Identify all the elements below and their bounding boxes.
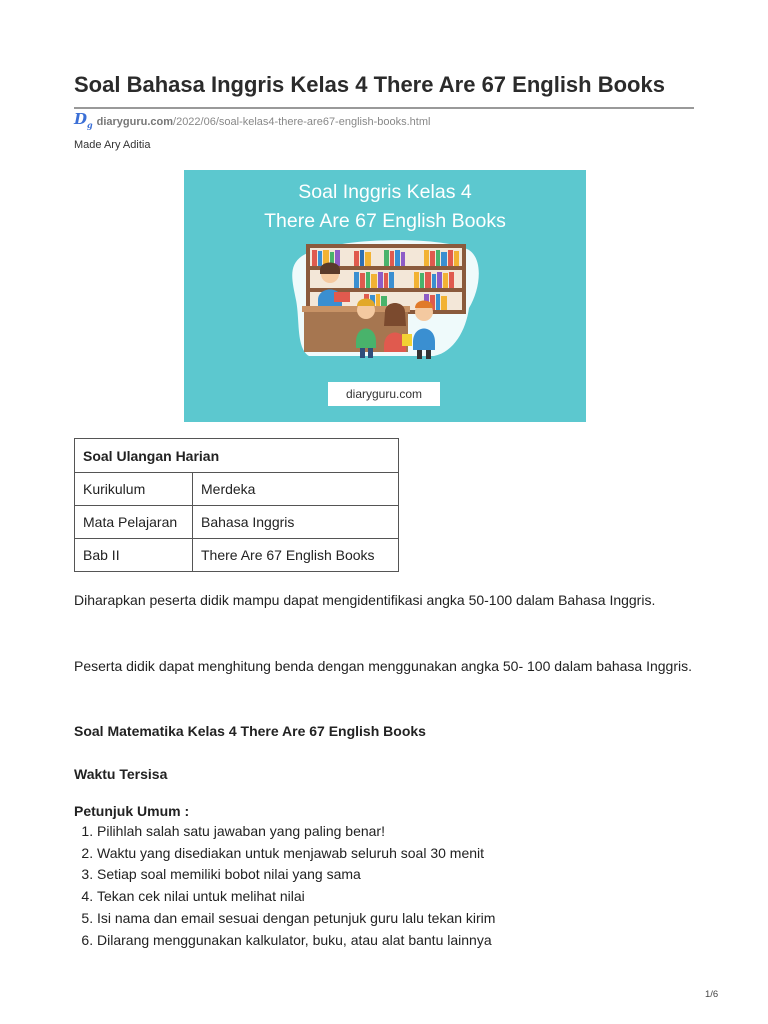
table-header: Soal Ulangan Harian	[75, 439, 399, 473]
table-row	[75, 473, 399, 506]
table-row	[75, 506, 399, 539]
instructions-list	[74, 821, 495, 951]
hero-title-line-1: Soal Inggris Kelas 4	[298, 181, 472, 203]
list-item: 2. Waktu yang disediakan untuk menjawab seluruh soal 30 menit	[97, 843, 495, 865]
table-cell-key: Bab II	[75, 539, 193, 572]
source-path: /2022/06/soal-kelas4-there-are67-english-books.html	[173, 116, 431, 128]
objective-paragraph-2: Peserta didik dapat menghitung benda dengan menggunakan angka 50- 100 dalam bahasa Inggris.	[74, 658, 693, 674]
list-item: 6. Dilarang menggunakan kalkulator, buku, atau alat bantu lainnya	[97, 930, 495, 952]
table-cell-key: Kurikulum	[75, 473, 193, 506]
table-header-row	[75, 439, 399, 473]
hero-badge: diaryguru.com	[328, 382, 440, 406]
page-title: Soal Bahasa Inggris Kelas 4 There Are 67 English Books	[74, 72, 665, 97]
source-link[interactable]	[97, 116, 431, 128]
page-number: 1/6	[705, 989, 719, 1000]
hero-image	[184, 170, 586, 422]
section-heading-instructions: Petunjuk Umum :	[74, 803, 190, 819]
list-item: 4. Tekan cek nilai untuk melihat nilai	[97, 886, 495, 908]
list-item: 1. Pilihlah salah satu jawaban yang paling benar!	[97, 821, 495, 843]
hero-title	[184, 178, 586, 236]
title-divider	[74, 107, 694, 109]
section-heading-quiz: Soal Matematika Kelas 4 There Are 67 English Books	[74, 723, 426, 739]
list-item: 5. Isi nama dan email sesuai dengan petunjuk guru lalu tekan kirim	[97, 908, 495, 930]
author-name: Made Ary Aditia	[74, 139, 151, 151]
source-line	[74, 110, 431, 131]
table-cell-key: Mata Pelajaran	[75, 506, 193, 539]
hero-title-line-2: There Are 67 English Books	[264, 210, 506, 232]
section-heading-timer: Waktu Tersisa	[74, 766, 168, 782]
table-cell-value: There Are 67 English Books	[193, 539, 399, 572]
table-cell-value: Merdeka	[193, 473, 399, 506]
list-item: 3. Setiap soal memiliki bobot nilai yang sama	[97, 864, 495, 886]
objective-paragraph-1: Diharapkan peserta didik mampu dapat mengidentifikasi angka 50-100 dalam Bahasa Inggris.	[74, 592, 656, 608]
table-row	[75, 539, 399, 572]
site-logo-icon: $D_g$	[74, 110, 93, 130]
table-cell-value: Bahasa Inggris	[193, 506, 399, 539]
source-domain: diaryguru.com	[96, 116, 174, 128]
info-table	[74, 438, 399, 572]
